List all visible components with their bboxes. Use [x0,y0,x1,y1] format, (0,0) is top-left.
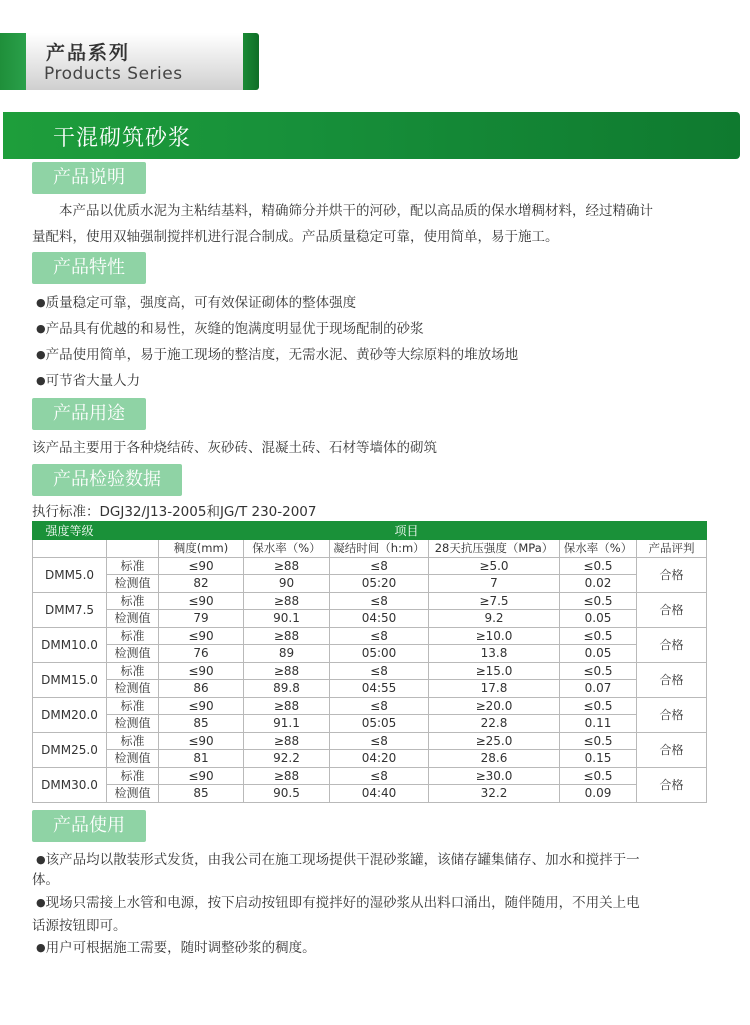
evaluation-result: 合格 [637,662,707,697]
measured-cell: 05:20 [330,575,429,593]
measured-cell: 22.8 [429,715,560,733]
bullet-icon: ● [36,853,46,866]
row-label-standard: 标准 [107,767,159,785]
measured-cell: 90.1 [244,610,330,628]
section-label-features: 产品特性 [32,252,146,284]
header-consistency: 稠度(mm) [159,540,244,558]
standard-cell: ≤90 [159,662,244,680]
standard-cell: ≥88 [244,627,330,645]
measured-cell: 0.02 [560,575,637,593]
feature-item [36,342,726,368]
row-label-standard: 标准 [107,592,159,610]
standard-cell: ≥88 [244,732,330,750]
standard-cell: ≤8 [330,627,429,645]
table-subheader-row [33,540,707,558]
measured-cell: 0.07 [560,680,637,698]
usage-text: 该产品主要用于各种烧结砖、灰砂砖、混凝土砖、石材等墙体的砌筑 [32,440,437,456]
measured-cell: 85 [159,785,244,803]
description-line-2: 量配料，使用双轴强制搅拌机进行混合制成。产品质量稳定可靠，使用简单，易于施工。 [32,229,559,245]
standard-cell: ≥25.0 [429,732,560,750]
measured-cell: 79 [159,610,244,628]
grade-name: DMM5.0 [33,557,107,592]
use-text: 现场只需接上水管和电源，按下启动按钮即有搅拌好的湿砂浆从出料口涌出，随伴随用，不用关上电 [45,895,640,911]
measured-cell: 90 [244,575,330,593]
standard-cell: ≥88 [244,767,330,785]
series-title-cn: 产品系列 [46,42,131,64]
table-row [33,557,707,575]
measured-cell: 0.05 [560,645,637,663]
measured-cell: 9.2 [429,610,560,628]
feature-text: 产品具有优越的和易性，灰缝的饱满度明显优于现场配制的砂浆 [45,321,424,337]
row-label-measured: 检测值 [107,610,159,628]
standard-cell: ≥7.5 [429,592,560,610]
measured-cell: 17.8 [429,680,560,698]
standard-cell: ≤8 [330,767,429,785]
evaluation-result: 合格 [637,557,707,592]
header-water-retention-2: 保水率（%） [560,540,637,558]
table-row [33,750,707,768]
use-text: 该产品均以散装形式发货，由我公司在施工现场提供干混砂浆罐，该储存罐集储存、加水和搅拌于一 [45,852,640,868]
standard-cell: ≤8 [330,732,429,750]
header-blank [33,540,107,558]
bullet-icon: ● [36,896,46,909]
measured-cell: 91.1 [244,715,330,733]
measured-cell: 05:00 [330,645,429,663]
standard-cell: ≥20.0 [429,697,560,715]
product-title-bar [3,112,740,159]
measured-cell: 81 [159,750,244,768]
standard-cell: ≤8 [330,592,429,610]
section-label-description: 产品说明 [32,162,146,194]
table-row [33,715,707,733]
standard-cell: ≤90 [159,627,244,645]
use-item-continuation: 体。 [32,872,59,888]
row-label-standard: 标准 [107,697,159,715]
feature-text: 产品使用简单，易于施工现场的整洁度，无需水泥、黄砂等大综原料的堆放场地 [45,347,519,363]
measured-cell: 04:55 [330,680,429,698]
standard-cell: ≥10.0 [429,627,560,645]
measured-cell: 89 [244,645,330,663]
table-row [33,627,707,645]
row-label-standard: 标准 [107,627,159,645]
measured-cell: 32.2 [429,785,560,803]
table-row [33,732,707,750]
header-water-retention: 保水率（%） [244,540,330,558]
measured-cell: 04:40 [330,785,429,803]
table-row [33,785,707,803]
standard-cell: ≥5.0 [429,557,560,575]
table-row [33,575,707,593]
grade-name: DMM10.0 [33,627,107,662]
row-label-measured: 检测值 [107,680,159,698]
header-grade: 强度等级 [33,522,107,540]
measured-cell: 28.6 [429,750,560,768]
standard-cell: ≤0.5 [560,627,637,645]
standard-cell: ≤0.5 [560,697,637,715]
evaluation-result: 合格 [637,767,707,802]
row-label-measured: 检测值 [107,750,159,768]
measured-cell: 05:05 [330,715,429,733]
measured-cell: 90.5 [244,785,330,803]
description-line-1: 本产品以优质水泥为主粘结基料，精确筛分并烘干的河砂，配以高品质的保水增稠材料，经过精确计 [59,203,653,219]
standard-cell: ≤90 [159,557,244,575]
series-right-accent [243,33,259,90]
series-header [0,33,259,90]
standard-cell: ≤90 [159,767,244,785]
row-label-measured: 检测值 [107,785,159,803]
measured-cell: 92.2 [244,750,330,768]
test-data-table [32,521,707,803]
row-label-measured: 检测值 [107,715,159,733]
bullet-icon: ● [36,322,46,335]
table-row [33,680,707,698]
use-text: 用户可根据施工需要，随时调整砂浆的稠度。 [45,940,316,956]
standard-cell: ≤0.5 [560,662,637,680]
standard-cell: ≤0.5 [560,732,637,750]
bullet-icon: ● [36,296,46,309]
header-blank [107,540,159,558]
feature-item [36,316,726,342]
standard-cell: ≤90 [159,592,244,610]
measured-cell: 82 [159,575,244,593]
bullet-icon: ● [36,374,46,387]
grade-name: DMM20.0 [33,697,107,732]
table-row [33,592,707,610]
section-label-use: 产品使用 [32,810,146,842]
measured-cell: 13.8 [429,645,560,663]
evaluation-result: 合格 [637,697,707,732]
table-header-row [33,522,707,540]
table-row [33,610,707,628]
standard-cell: ≤90 [159,697,244,715]
measured-cell: 86 [159,680,244,698]
standard-cell: ≤8 [330,557,429,575]
measured-cell: 0.05 [560,610,637,628]
header-compressive-strength: 28天抗压强度（MPa） [429,540,560,558]
standard-cell: ≥88 [244,662,330,680]
measured-cell: 85 [159,715,244,733]
evaluation-result: 合格 [637,627,707,662]
measured-cell: 04:20 [330,750,429,768]
grade-name: DMM7.5 [33,592,107,627]
section-label-test-data: 产品检验数据 [32,464,182,496]
grade-name: DMM15.0 [33,662,107,697]
bullet-icon: ● [36,348,46,361]
measured-cell: 76 [159,645,244,663]
use-item-line [36,935,726,961]
standard-cell: ≥15.0 [429,662,560,680]
row-label-standard: 标准 [107,662,159,680]
grade-name: DMM25.0 [33,732,107,767]
execution-standard: 执行标准：DGJ32/J13-2005和JG/T 230-2007 [32,504,317,520]
row-label-measured: 检测值 [107,575,159,593]
product-title: 干混砌筑砂浆 [53,126,192,151]
table-row [33,767,707,785]
feature-text: 可节省大量人力 [45,373,141,389]
header-evaluation: 产品评判 [637,540,707,558]
bullet-icon: ● [36,941,46,954]
header-setting-time: 凝结时间（h:m） [330,540,429,558]
evaluation-result: 合格 [637,592,707,627]
measured-cell: 7 [429,575,560,593]
header-items: 项目 [107,522,707,540]
standard-cell: ≤0.5 [560,592,637,610]
standard-cell: ≤0.5 [560,557,637,575]
use-item-continuation: 话源按钮即可。 [32,918,127,934]
feature-item [36,368,726,394]
standard-cell: ≤0.5 [560,767,637,785]
series-left-accent [0,33,26,90]
feature-item [36,290,726,316]
table-row [33,645,707,663]
standard-cell: ≥88 [244,592,330,610]
section-label-usage: 产品用途 [32,398,146,430]
evaluation-result: 合格 [637,732,707,767]
standard-cell: ≥88 [244,697,330,715]
row-label-measured: 检测值 [107,645,159,663]
measured-cell: 89.8 [244,680,330,698]
measured-cell: 04:50 [330,610,429,628]
standard-cell: ≤8 [330,697,429,715]
row-label-standard: 标准 [107,557,159,575]
series-title-en: Products Series [44,64,183,84]
table-row [33,697,707,715]
grade-name: DMM30.0 [33,767,107,802]
row-label-standard: 标准 [107,732,159,750]
standard-cell: ≤8 [330,662,429,680]
measured-cell: 0.15 [560,750,637,768]
table-row [33,662,707,680]
feature-text: 质量稳定可靠，强度高，可有效保证砌体的整体强度 [45,295,357,311]
measured-cell: 0.09 [560,785,637,803]
standard-cell: ≥30.0 [429,767,560,785]
standard-cell: ≥88 [244,557,330,575]
standard-cell: ≤90 [159,732,244,750]
measured-cell: 0.11 [560,715,637,733]
